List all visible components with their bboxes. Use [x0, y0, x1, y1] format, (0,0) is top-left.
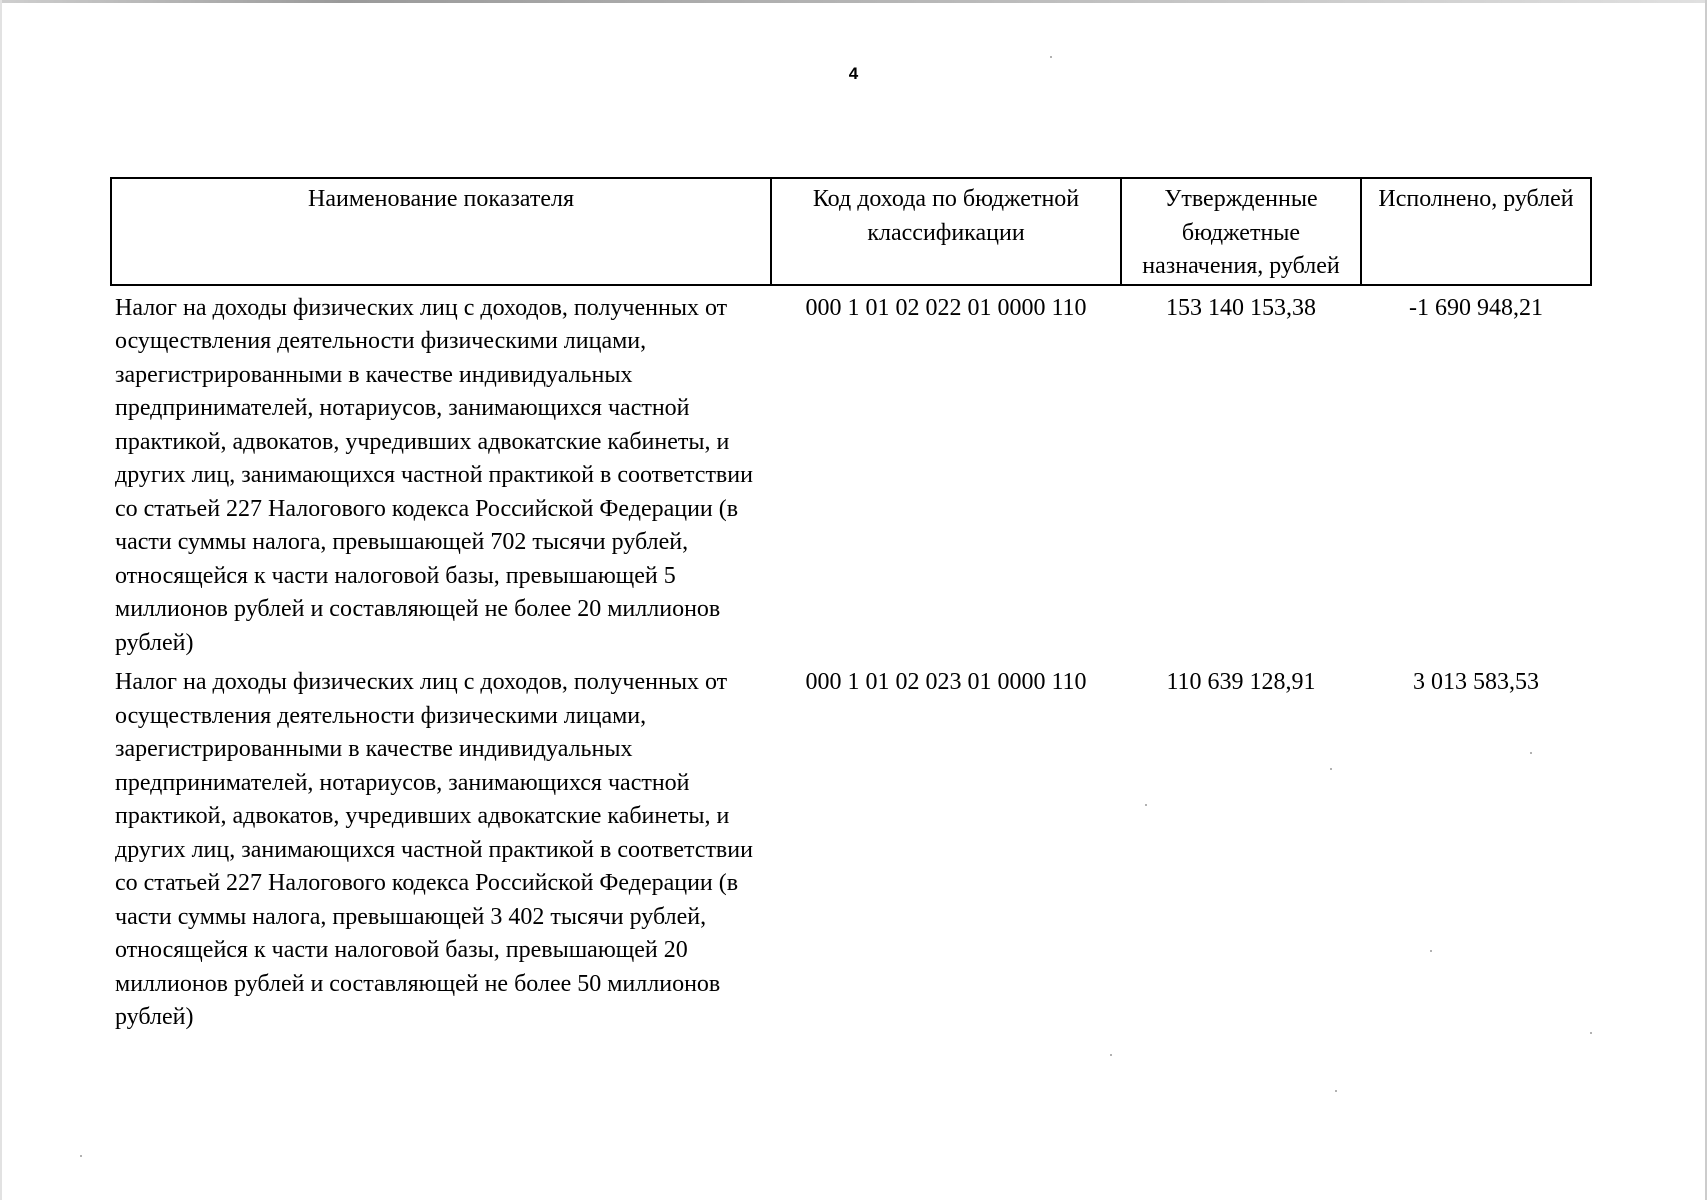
revenue-table [110, 177, 1592, 1035]
table-row [111, 660, 1591, 1035]
scan-speck [1050, 56, 1052, 58]
page-number: 4 [848, 64, 859, 83]
table-header [111, 178, 1591, 285]
scan-speck [1145, 804, 1147, 806]
executed-amount: -1 690 948,21 [1409, 294, 1543, 321]
header-planned-amount: Утвержденные бюджетные назначения, рублей [1121, 178, 1361, 285]
header-income-code: Код дохода по бюджетной классификации [771, 178, 1121, 285]
indicator-name: Налог на доходы физических лиц с доходов, полученных от осуществления деятельности физическими лицами, зарегистрированными в качестве индивидуальных предпринимателей, нотариусов, занимающихся частной практикой, адвокатов, учредивших адвокатские кабинеты, и других лиц, занимающихся частной практикой в соответствии со статьей 227 Налогового кодекса Российской Федерации (в части суммы налога, превышающей 3 402 тысячи рублей, относящейся к части налоговой базы, превышающей 20 миллионов рублей и составляющей не более 50 миллионов рублей) [115, 669, 753, 1030]
scan-speck [1110, 1054, 1112, 1056]
scan-speck [80, 1155, 82, 1157]
executed-amount: 3 013 583,53 [1413, 669, 1539, 695]
scan-edge-top [0, 0, 1707, 3]
planned-amount: 153 140 153,38 [1166, 294, 1316, 321]
header-row [111, 178, 1591, 285]
scan-speck [1335, 1090, 1337, 1092]
header-indicator-name: Наименование показателя [111, 178, 771, 285]
scan-speck [1430, 950, 1432, 952]
income-code: 000 1 01 02 023 01 0000 110 [805, 669, 1087, 695]
table-row [111, 285, 1591, 661]
scan-edge-left [0, 0, 2, 1200]
planned-amount: 110 639 128,91 [1166, 669, 1316, 695]
indicator-name: Налог на доходы физических лиц с доходов, полученных от осуществления деятельности физическими лицами, зарегистрированными в качестве индивидуальных предпринимателей, нотариусов, занимающихся частной практикой, адвокатов, учредивших адвокатские кабинеты, и других лиц, занимающихся частной практикой в соответствии со статьей 227 Налогового кодекса Российской Федерации (в части суммы налога, превышающей 702 тысячи рублей, относящейся к части налоговой базы, превышающей 5 миллионов рублей и составляющей не более 20 миллионов рублей) [115, 294, 753, 656]
header-executed-amount: Исполнено, рублей [1361, 178, 1591, 285]
table-body [111, 285, 1591, 1035]
income-code: 000 1 01 02 022 01 0000 110 [805, 294, 1087, 321]
scan-speck [1530, 752, 1532, 754]
scan-speck [1590, 1032, 1592, 1034]
scan-speck [1330, 768, 1332, 770]
